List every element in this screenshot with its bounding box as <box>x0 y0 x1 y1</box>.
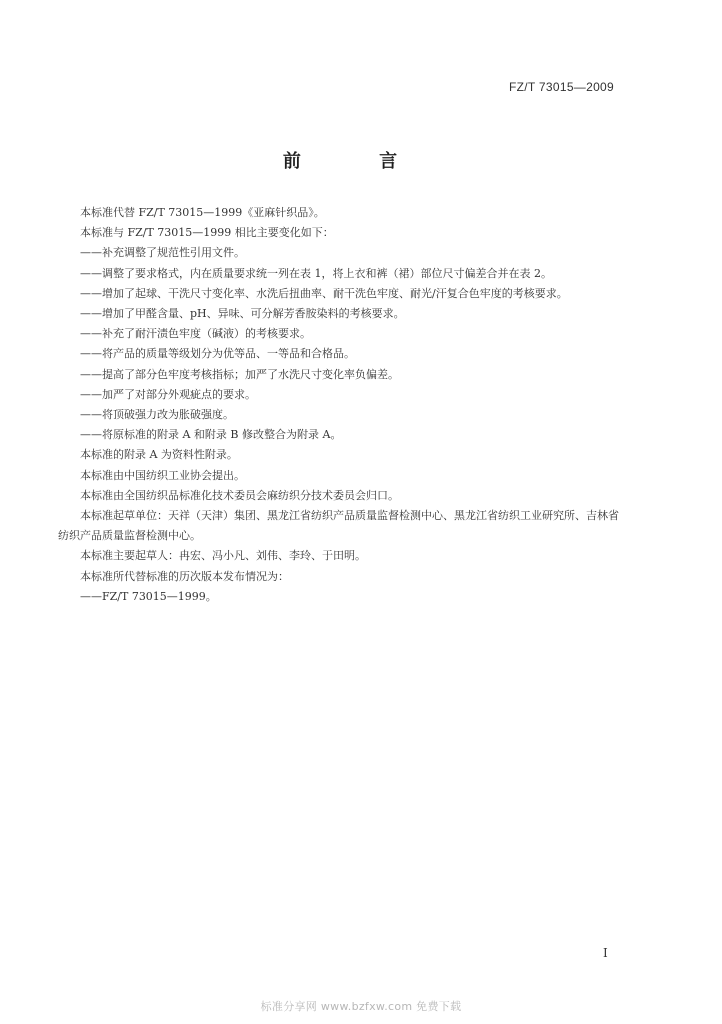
foreword-body <box>58 203 628 607</box>
paragraph-history-intro: 本标准所代替标准的历次版本发布情况为： <box>80 569 289 583</box>
page-title: 前 言 <box>282 151 434 172</box>
paragraph-proposer: 本标准由中国纺织工业协会提出。 <box>80 468 245 482</box>
paragraph-annex: 本标准的附录 A 为资料性附录。 <box>80 448 238 462</box>
change-item: ——将产品的质量等级划分为优等品、一等品和合格品。 <box>80 347 355 361</box>
paragraph-drafting-units: 本标准起草单位：天祥（天津）集团、黑龙江省纺织产品质量监督检测中心、黑龙江省纺织工业研究所、吉林省纺织产品质量监督检测中心。 <box>58 509 619 543</box>
change-item: ——将顶破强力改为胀破强度。 <box>80 408 234 422</box>
watermark-text: 标准分享网 www.bzfxw.com 免费下载 <box>260 1000 462 1013</box>
paragraph-replaces: 本标准代替 FZ/T 73015—1999《亚麻针织品》。 <box>80 206 325 219</box>
change-item: ——补充调整了规范性引用文件。 <box>80 246 245 260</box>
change-item: ——补充了耐汗渍色牢度（碱液）的考核要求。 <box>80 327 311 341</box>
change-item: ——增加了甲醛含量、pH、异味、可分解芳香胺染料的考核要求。 <box>80 307 405 321</box>
change-item: ——调整了要求格式，内在质量要求统一列在表 1，将上衣和裤（裙）部位尺寸偏差合并在表 2。 <box>80 266 552 280</box>
page-number: I <box>603 946 608 960</box>
paragraph-drafters: 本标准主要起草人：冉宏、冯小凡、刘伟、李玲、于田明。 <box>80 549 366 563</box>
change-item: ——提高了部分色牢度考核指标；加严了水洗尺寸变化率负偏差。 <box>80 367 399 381</box>
change-item: ——增加了起球、干洗尺寸变化率、水洗后扭曲率、耐干洗色牢度、耐光/汗复合色牢度的考核要求。 <box>80 286 568 300</box>
change-item: ——加严了对部分外观疵点的要求。 <box>80 387 256 401</box>
paragraph-committee: 本标准由全国纺织品标准化技术委员会麻纺织分技术委员会归口。 <box>80 488 399 502</box>
paragraph-changes-intro: 本标准与 FZ/T 73015—1999 相比主要变化如下： <box>80 226 334 240</box>
standard-code: FZ/T 73015—2009 <box>508 80 614 94</box>
change-item: ——将原标准的附录 A 和附录 B 修改整合为附录 A。 <box>80 428 342 442</box>
history-item: ——FZ/T 73015—1999。 <box>80 589 217 603</box>
